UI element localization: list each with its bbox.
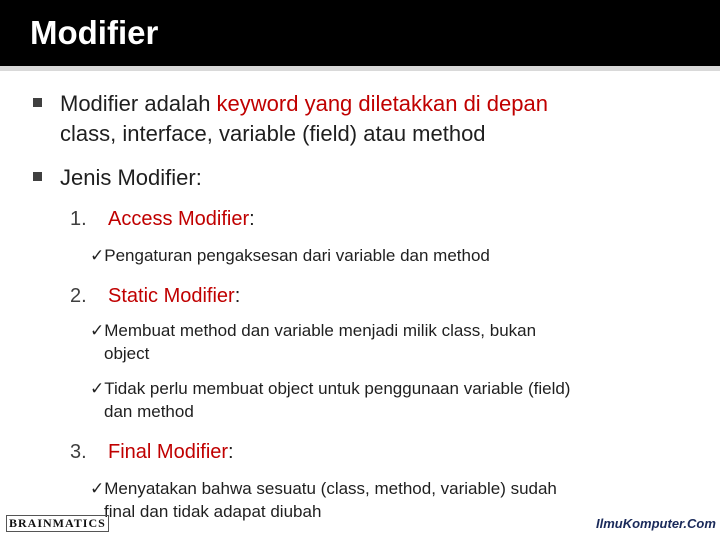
- bullet-1-line-2: class, interface, variable (field) atau method: [60, 121, 486, 146]
- point-line-cont: final dan tidak adapat diubah: [104, 502, 322, 521]
- point-text: Tidak perlu membuat object untuk penggunaan variable (field): [104, 379, 571, 398]
- point-text: Membuat method dan variable menjadi milik class, bukan: [104, 321, 537, 340]
- item-label: Access Modifier: [108, 208, 250, 230]
- checkmark-icon: ✓: [90, 246, 105, 265]
- point-line: [90, 320, 536, 342]
- item-number: 2.: [70, 285, 87, 307]
- item-number: 3.: [70, 441, 87, 463]
- bullet-1-highlight: keyword yang diletakkan di depan: [216, 91, 548, 116]
- right-logo-text: IlmuKomputer.Com: [596, 516, 716, 531]
- point-line-cont: dan method: [104, 402, 194, 421]
- item-label: Static Modifier: [108, 285, 235, 307]
- checkmark-icon: ✓: [90, 321, 105, 340]
- bullet-square-icon: [33, 98, 42, 107]
- bullet-square-icon: [33, 172, 42, 181]
- title-bar: [0, 0, 720, 66]
- item-colon: :: [228, 441, 234, 463]
- bullet-2-text: Jenis Modifier:: [60, 165, 202, 190]
- item-heading: [108, 283, 240, 309]
- slide-title: Modifier: [30, 14, 159, 51]
- left-logo-text: BRAINMATICS: [6, 515, 109, 532]
- point-text: Pengaturan pengaksesan dari variable dan method: [104, 246, 490, 265]
- brainmatics-logo: [6, 514, 109, 532]
- item-heading: [108, 439, 234, 465]
- checkmark-icon: ✓: [90, 379, 105, 398]
- item-colon: :: [234, 285, 241, 307]
- point-line: [90, 245, 490, 267]
- bullet-1-text: Modifier adalah: [60, 91, 217, 116]
- item-number: 1.: [70, 208, 87, 230]
- point-line-cont: object: [104, 344, 150, 363]
- item-heading: [108, 206, 255, 232]
- point-line: [90, 478, 557, 500]
- bullet-1-line-1: [60, 89, 548, 119]
- point-line: [90, 378, 570, 400]
- checkmark-icon: ✓: [90, 479, 105, 498]
- point-text: Menyatakan bahwa sesuatu (class, method, variable) sudah: [104, 479, 557, 498]
- ilmukomputer-logo: [596, 515, 716, 533]
- item-colon: :: [249, 208, 255, 230]
- title-underline: [0, 66, 720, 71]
- item-label: Final Modifier: [108, 441, 229, 463]
